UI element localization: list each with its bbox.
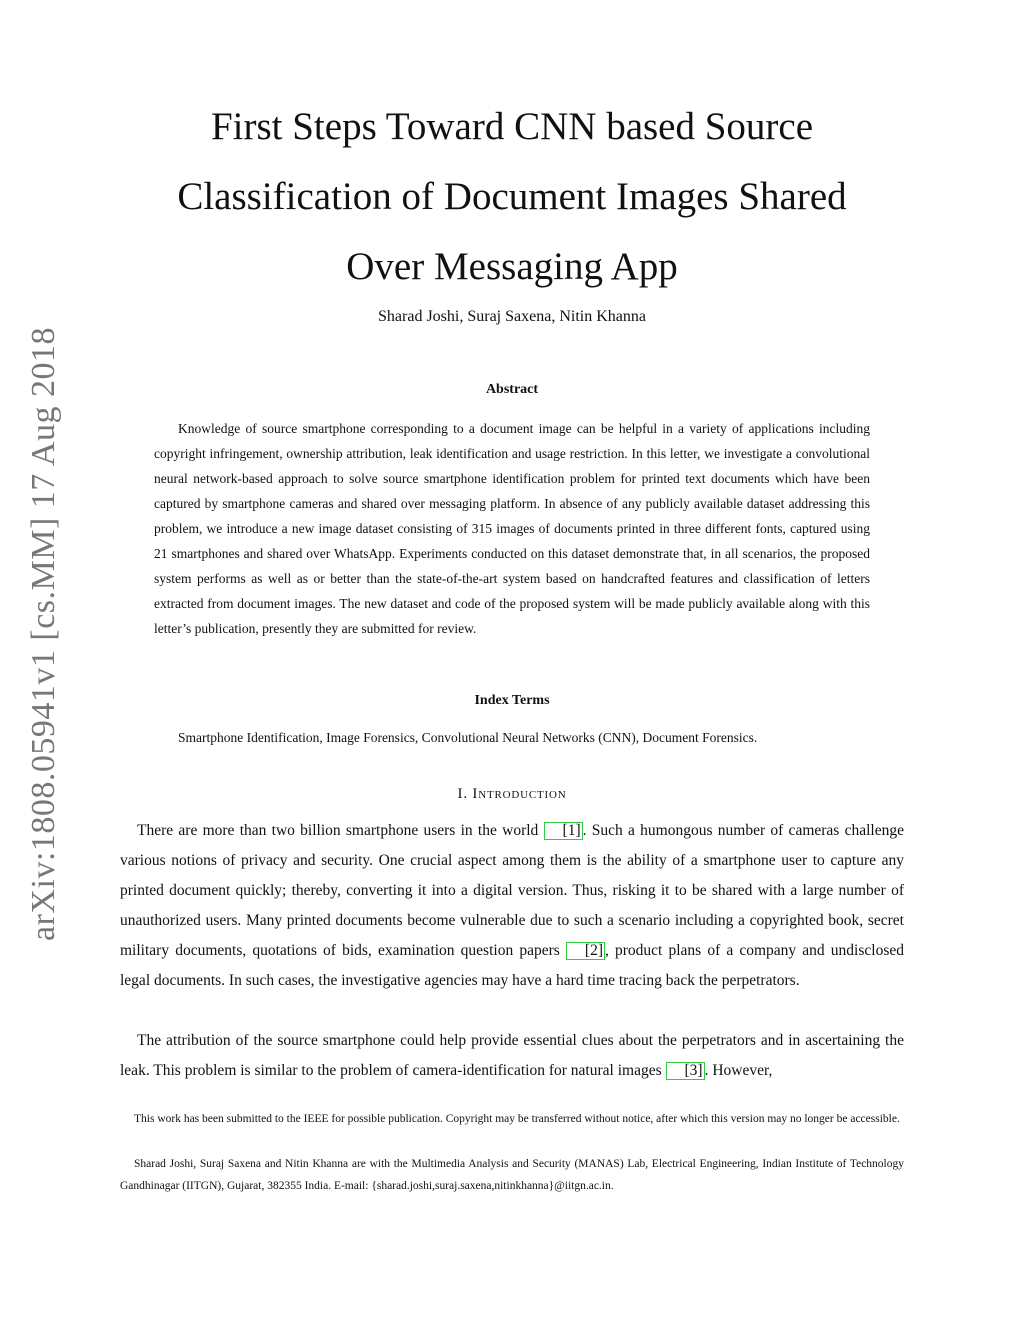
citation-link[interactable]: [3] <box>666 1062 705 1080</box>
footnote-copyright: This work has been submitted to the IEEE for possible publication. Copyright may be transferred without notice, after which this version may no longer be accessible. <box>134 1113 900 1125</box>
footnote-affiliation: Sharad Joshi, Suraj Saxena and Nitin Khanna are with the Multimedia Analysis and Security (MANAS) Lab, Electrical Engineering, Indian Institute of Technology Gandhinagar (IITGN), Gujarat, 382355 India. E-mail: {sharad.joshi,suraj.saxena,nitinkhanna}@iitgn.ac.in. <box>120 1158 904 1192</box>
arxiv-identifier: arXiv:1808.05941v1 [cs.MM] 17 Aug 2018 <box>25 327 62 941</box>
paragraph-text: The attribution of the source smartphone could help provide essential clues about the perpetrators and in ascertaining the leak. This problem is similar to the problem of camera-identification for natural images <box>120 1032 904 1079</box>
paragraph-text: . Such a humongous number of cameras challenge various notions of privacy and security. One crucial aspect among them is the ability of a smartphone user to capture any printed document quickly; thereby, converting it into a digital version. Thus, risking it to be shared with a large number of unauthorized users. Many printed documents become vulnerable due to such a scenario including a copyrighted book, secret military documents, quotations of bids, examination question papers <box>120 822 904 959</box>
paper-title-line: Classification of Document Images Shared <box>177 175 847 218</box>
paragraph-text: . However, <box>704 1062 773 1079</box>
index-terms-text: Smartphone Identification, Image Forensics, Convolutional Neural Networks (CNN), Document Forensics. <box>178 730 758 745</box>
index-terms-heading: Index Terms <box>474 693 550 708</box>
paragraph-text: There are more than two billion smartphone users in the world <box>137 822 544 839</box>
introduction-paragraph <box>120 816 904 996</box>
citation-link[interactable]: [2] <box>566 942 605 960</box>
paper-title-line: Over Messaging App <box>346 245 678 288</box>
paper-title <box>120 92 904 302</box>
abstract-heading: Abstract <box>485 382 539 397</box>
section-heading-introduction: I. Introduction <box>457 786 567 802</box>
introduction-paragraph <box>120 1026 904 1086</box>
paper-title-line: First Steps Toward CNN based Source <box>210 105 814 148</box>
author-list: Sharad Joshi, Suraj Saxena, Nitin Khanna <box>378 308 646 325</box>
citation-link[interactable]: [1] <box>544 822 583 840</box>
paragraph-text: , product plans of a company and undisclosed legal documents. In such cases, the investigative agencies may have a hard time tracing back the perpetrators. <box>120 942 904 989</box>
abstract-text: Knowledge of source smartphone corresponding to a document image can be helpful in a variety of applications including copyright infringement, ownership attribution, leak identification and usage restriction. In this letter, we investigate a convolutional neural network-based approach to solve source smartphone identification problem for printed text documents which have been captured by smartphone cameras and shared over messaging platform. In absence of any publicly available dataset addressing this problem, we introduce a new image dataset consisting of 315 images of documents printed in three different fonts, captured using 21 smartphones and shared over WhatsApp. Experiments conducted on this dataset demonstrate that, in all scenarios, the proposed system performs as well as or better than the state-of-the-art system based on handcrafted features and classification of letters extracted from document images. The new dataset and code of the proposed system will be made publicly available along with this letter’s publication, presently they are submitted for review. <box>154 421 870 636</box>
